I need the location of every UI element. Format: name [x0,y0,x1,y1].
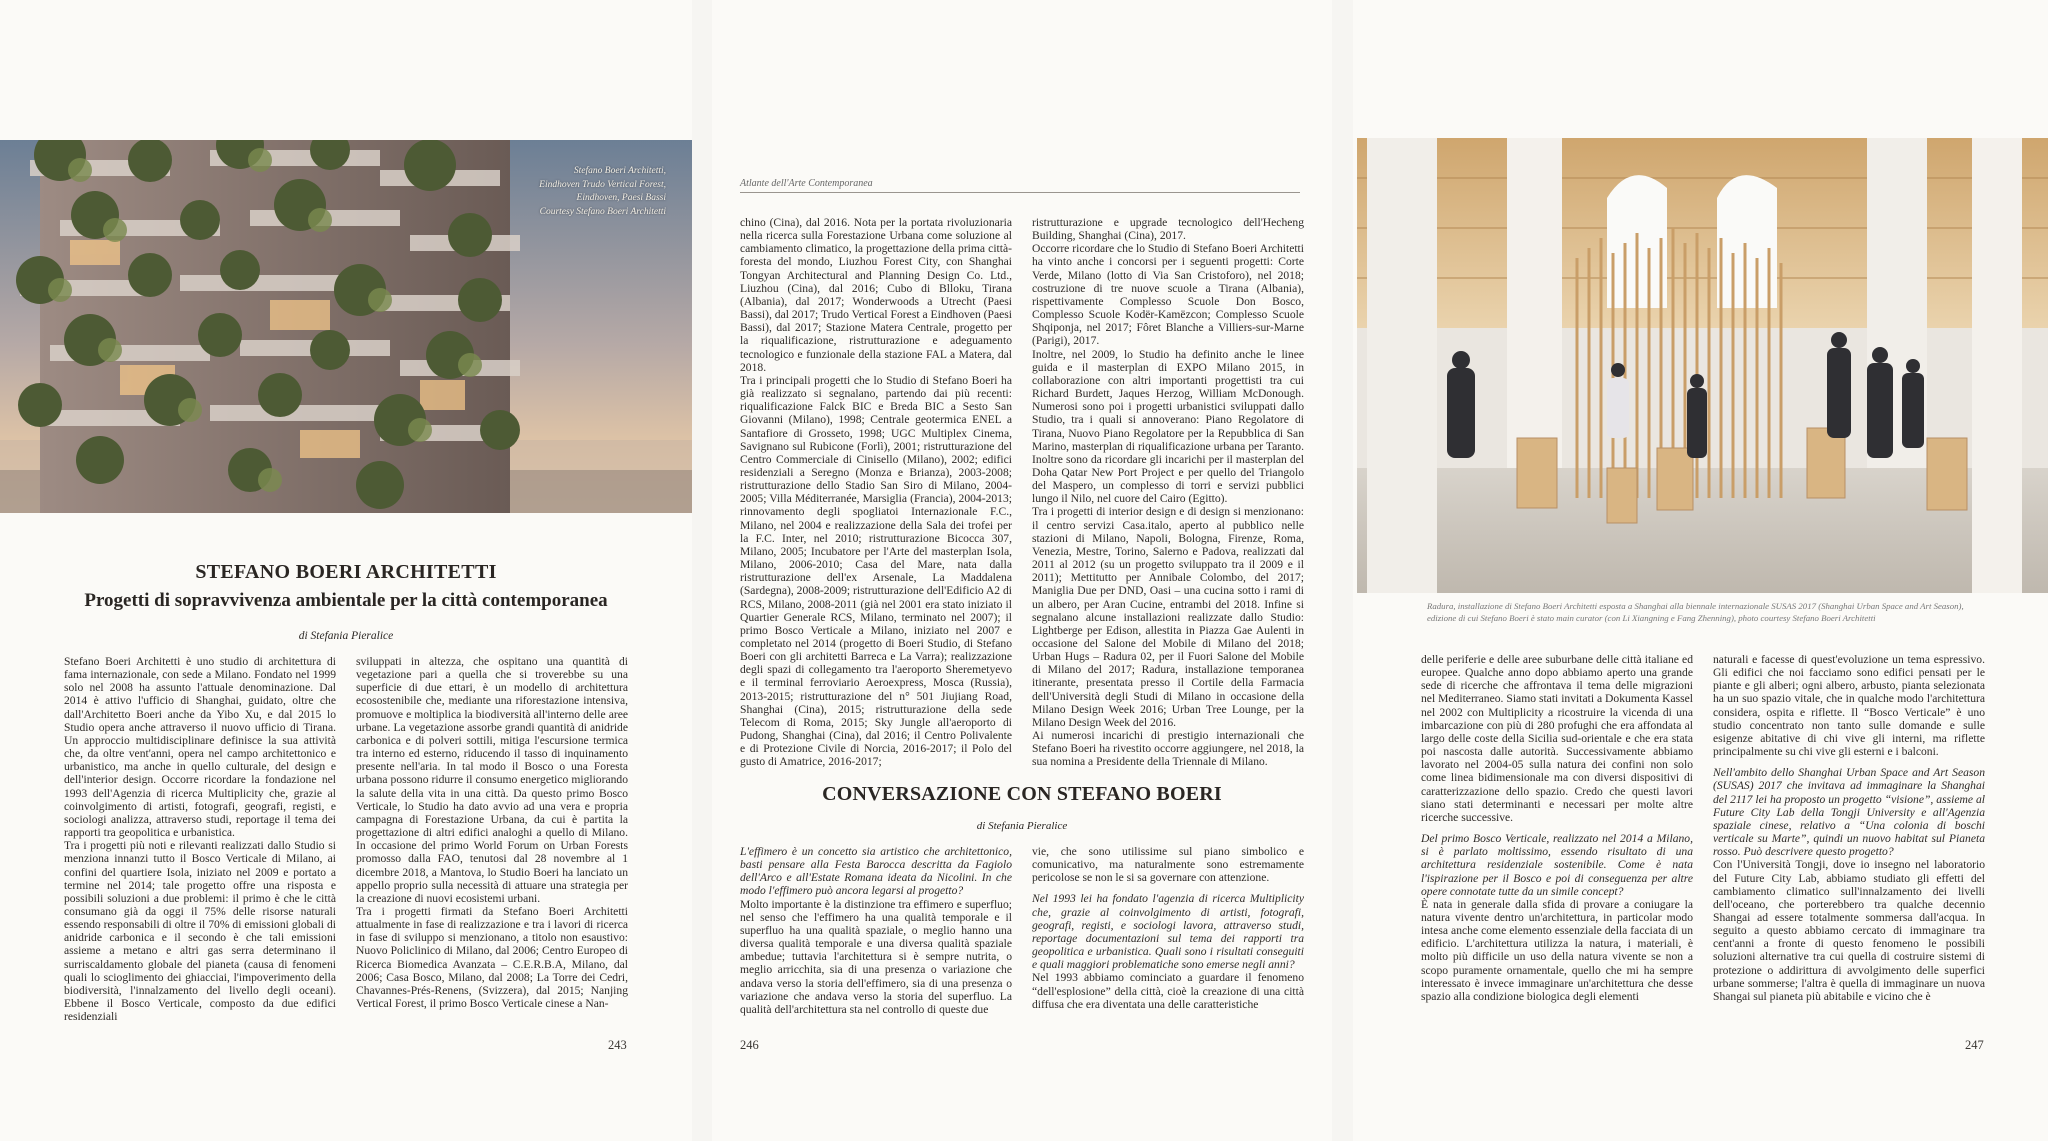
running-head: Atlante dell'Arte Contemporanea [740,178,1300,193]
image-caption [406,165,666,219]
paragraph: Occorre ricordare che lo Studio di Stefano Boeri Architetti ha vinto anche i concorsi per i seguenti progetti: Corte Verde, Milano (lotto di Via San Cristoforo), nel 2018; costruzione di tre nuove scuole a Tirana (Albania), rispettivamente Complesso Scuole Don Bosco, Complesso Scuole Kodër-Kamëzcon; Complesso Scuole Shqiponja, nel 2017; Fôret Blanche a Villiers-sur-Marne (Parigi), 2017. [1032,242,1304,348]
interview-answer: È nata in generale dalla sfida di provare a coniugare la natura vivente dentro un'architettura, in particolar modo intesa anche come elemento essenziale della facciata di un edificio. L'architettura utilizza la natura, i materiali, è molto più difficile un uso della natura vivente se non a scopo puramente ornamentale, quello che mi ha sempre interessato è invece immaginare un'architettura che desse spazio alla condizione biologica degli elementi [1421,897,1693,1003]
paragraph: Inoltre, nel 2009, lo Studio ha definito anche le linee guida e il masterplan di EXPO Milano 2015, in collaborazione con altri importanti progettisti tra cui Richard Burdett, Jaques Herzog, William McDonough. Numerosi sono poi i progetti urbanistici sviluppati dallo Studio, tra i quali si annoverano: Piano Regolatore di Tirana, Nuovo Piano Regolatore per la Repubblica di San Marino, masterplan di riqualificazione urbana per Taranto. Inoltre sono da ricordare gli incarichi per il masterplan del Doha Qatar New Port Project e per quello del Triangolo del Maspero, un complesso di torri e servizi pubblici lungo il Nilo, nel cuore del Cairo (Egitto). [1032,347,1304,506]
article-subtitle: Progetti di sopravvivenza ambientale per la città contemporanea [84,590,608,611]
image-caption-line: Courtesy Stefano Boeri Architetti [539,206,666,217]
article-title: STEFANO BOERI ARCHITETTI [195,561,497,583]
middle-page [712,0,1332,1141]
vertical-forest-photo [0,140,692,513]
paragraph: Ai numerosi incarichi di prestigio internazionali che Stefano Boeri ha rivestito occorre aggiungere, nel 2018, la sua nomina a Presidente della Triennale di Milano. [1032,729,1304,769]
paragraph: Stefano Boeri Architetti è uno studio di architettura di fama internazionale, con sede a Milano. Fondato nel 1999 solo nel 2008 ha assunto l'attuale denominazione. Dal 2014 è attivo l'ufficio di Shanghai, guidato, oltre che dall'Architetto Boeri anche da Yibo Xu, e dal 2015 lo Studio opera anche attraverso il nuovo ufficio di Tirana. Un approccio multidisciplinare definisce la sua attività che, da oltre vent'anni, opera nel campo architettonico e urbanistico, ma anche in quello culturale, del design e dell'interior design. Occorre ricordare la fondazione nel 1993 dell'Agenzia di ricerca Multiplicity che, grazie al coinvolgimento di artisti, fotografi, geografi, registi, e sociologi analizza, attraverso studi, reportage il tema dei rapporti tra geopolitica e urbanistica. [64,655,336,840]
radura-installation-illustration [1357,138,2048,593]
article-title-block [0,561,692,642]
interview-answer: Nel 1993 abbiamo cominciato a guardare il fenomeno “dell'esplosione” della città, cioè la creazione di una città diffusa che era diventata una delle caratteristiche [1032,971,1304,1011]
conversation-column-3 [1421,653,1693,1003]
right-page [1353,0,2048,1141]
article-byline: di Stefania Pieralice [298,630,394,642]
conversation-column-1 [740,845,1012,1016]
paragraph: ristrutturazione e upgrade tecnologico dell'Hecheng Building, Shanghai (Cina), 2017. [1032,216,1304,243]
paragraph: Tra i progetti firmati da Stefano Boeri Architetti attualmente in fase di realizzazione e tra i lavori di ricerca in fase di sviluppo si menzionano, a titolo non esaustivo: Nuovo Policlinico di Milano, dal 2006; Centro Europeo di Ricerca Biomedica Avanzata – C.E.R.B.A, Milano, dal 2006; Casa Bosco, Milano, dal 2008; La Torre dei Cedri, Chavannes-Prés-Renens, (Svizzera), dal 2015; Nanjing Vertical Forest, il primo Bosco Verticale cinese a Nan- [356,904,628,1011]
image-caption-line: Eindhoven Trudo Vertical Forest, [539,179,666,190]
section-byline: di Stefania Pieralice [976,820,1068,832]
interview-answer: Con l'Università Tongji, dove io insegno nel laboratorio del Future City Lab, abbiamo studiato gli effetti del cambiamento climatico sull'innalzamento dei livelli dell'oceano, che porterebbero tra qualche decennio Shangai ad essere totalmente sommersa dall'acqua. In seguito a questo abbiamo cercato di immaginare tra cent'anni a fronte di questo fenomeno le possibili soluzioni alternative tra cui quella di costruire sistemi di protezione o addirittura di avvolgimento delle superfici urbane sommerse; l'altra è quella di immaginare un nuova Shangai sul pianeta più abitabile e vicino che è [1713,858,1985,1003]
text-column-2 [1032,216,1304,769]
text-column-1 [740,216,1012,769]
interview-answer: vie, che sono utilissime sul piano simbolico e comunicativo, ma naturalmente sono estremamente pericolose se non le si sa governare con attenzione. [1032,845,1304,885]
paragraph: chino (Cina), dal 2016. Nota per la portata rivoluzionaria nella ricerca sulla Forestazione Urbana come soluzione al cambiamento climatico, la progettazione della prima città-foresta del mondo, Liuzhou Forest City, con Shanghai Tongyan Architectural and Planning Design Co. Ltd., Liuzhou (Cina), dal 2016; Cubo di Blloku, Tirana (Albania), dal 2017; Wonderwoods a Utrecht (Paesi Bassi), dal 2017; Trudo Vertical Forest a Eindhoven (Paesi Bassi), dal 2017; Stazione Matera Centrale, progetto per la riqualificazione, ristrutturazione e adeguamento tecnologico e funzionale della stazione FAL a Matera, dal 2018. [740,216,1012,374]
paragraph: sviluppati in altezza, che ospitano una quantità di vegetazione pari a quella che si troverebbe su una superficie di due ettari, è un modello di architettura ecosostenibile che, mediante una riforestazione intensiva, promuove e moltiplica la biodiversità all'interno delle aree urbane. La vegetazione assorbe grandi quantità di anidride carbonica e di polveri sottili, mitiga l'escursione termica tra interno ed esterno, riducendo il tasso di inquinamento presente nell'aria. In tal modo il Bosco o una Foresta urbana possono ridurre il consumo energetico migliorando la salute della vita in una città. Da questo primo Bosco Verticale, lo Studio ha dato avvio ad una vera e propria campagna di Forestazione Urbana, da cui è partita la progettazione di altri edifici analoghi a quello di Milano. In occasione del primo World Forum on Urban Forests promosso dalla FAO, tenutosi dal 28 novembre al 1 dicembre 2018, a Mantova, lo Studio Boeri ha lanciato un appello proprio sulla necessità di attuare una strategia per la creazione di nuovi ecosistemi urbani. [356,655,628,905]
interview-answer: delle periferie e delle aree suburbane delle città italiane ed europee. Qualche anno dopo abbiamo aperto una grande sede di ricerche che affrontava il tema delle migrazioni nel Mediterraneo. Siamo stati invitati a Dokumenta Kassel nel 2002 con Multiplicity a ricostruire la vicenda di una imbarcazione con più di 280 profughi che era affondata al largo delle coste della Sicilia sud-orientale e che era stata poi nascosta dalle autorità. Successivamente abbiamo lavorato nel 2004-05 sulla natura dei confini non solo come linea bidimensionale ma con diversi dispositivi di caratterizzazione dello spazio. Credo che questi lavori siano stati determinanti e necessari per molte altre ricerche successive. [1421,653,1693,824]
section-title: CONVERSAZIONE CON STEFANO BOERI [822,783,1222,805]
interview-question: Nel 1993 lei ha fondato l'agenzia di ricerca Multiplicity che, grazie al coinvolgimento di artisti, fotografi, geografi, registi, e sociologi lavora, attraverso studi, reportage documentazioni sul tema dei rapporti tra geopolitica e urbanistica. Quali sono i risultati conseguiti e quali maggiori problematiche sono emerse negli anni? [1032,892,1304,972]
photo-caption-line: edizione di cui Stefano Boeri è stato main curator (con Li Xiangning e Fang Zhenning), photo courtesy Stefano Boeri Architetti [1427,613,1876,623]
paragraph: Tra i progetti più noti e rilevanti realizzati dallo Studio si menziona innanzi tutto il Bosco Verticale di Milano, ai confini del quartiere Isola, iniziato nel 2009 e portato a termine nel 2014; tale progetto offre una risposta e possibili soluzioni a due problemi: il primo è che le città consumano già da oggi il 75% delle risorse naturali essendo responsabili di oltre il 70% di emissioni globali di anidride carbonica e il secondo è che tali emissioni assieme a metano e altri gas serra determinano il surriscaldamento globale del pianeta (causa di fenomeni quali lo scioglimento dei ghiacciai, l'impoverimento della biodiversità, l'innalzamento del livello degli oceani). Ebbene il Bosco Verticale, composto da due edifici residenziali [64,839,336,1024]
conversation-column-4 [1713,653,1985,1003]
interview-answer: Molto importante è la distinzione tra effimero e superfluo; nel senso che l'effimero ha una qualità temporale e il superfluo ha una qualità spaziale, o meglio hanno una diversa qualità temporale e una diversa qualità spaziale ambedue; tuttavia l'architettura si è sempre nutrita, o meglio arricchita, sia di una presenza o variazione che andava verso la storia dell'effimero, sia di una presenza o variazione che andava verso la storia del superfluo. La qualità dell'architettura sta nel controllo di queste due [740,897,1012,1016]
page-number: 243 [608,1038,627,1052]
photo-caption-line: Radura, installazione di Stefano Boeri Architetti esposta a Shanghai alla biennale internazionale SUSAS 2017 (Shanghai Urban Space and Art Season), [1427,601,1964,611]
paragraph: Tra i progetti di interior design e di design si menzionano: il centro servizi Casa.italo, aperto al pubblico nelle stazioni di Milano, Napoli, Bologna, Firenze, Roma, Venezia, Mestre, Torino, Salerno e Padova, realizzati dal 2011 al 2012 (su un progetto sviluppato tra il 2009 e il 2011); Mettitutto per Annibale Colombo, del 2017; Maniglia Due per DND, Oasi – una cucina sotto i rami di un albero, per Aran Cucine, entrambi del 2018. Infine si segnalano alcune installazioni realizzate dallo Studio: Lightberge per Edison, allestita in Piazza Gae Aulenti in occasione del Salone del Mobile di Milano del 2018; Urban Hugs – Radura 02, per il Fuori Salone del Mobile di Milano del 2017; Radura, installazione temporanea itinerante, presentata presso il Cortile della Farmacia dell'Università degli Studi di Milano in occasione della Milano Design Week 2016; Urban Tree Lounge, per la Milano Design Week del 2016. [1032,505,1304,729]
conversation-column-2 [1032,845,1304,1011]
radura-installation-photo [1357,138,2048,593]
image-caption-line: Eindhoven, Paesi Bassi [576,193,666,203]
interview-question: L'effimero è un concetto sia artistico che architettonico, basti pensare alla Festa Barocca descritta da Fagiolo dell'Arco e all'Estate Romana ideata da Nicolini. In che modo l'effimero può ancora legarsi al progetto? [740,845,1012,898]
text-column-1 [64,655,336,1023]
photo-caption [1427,600,2017,624]
interview-question: Nell'ambito dello Shanghai Urban Space and Art Season (SUSAS) 2017 che invitava ad immaginare la Shanghai del 2117 lei ha proposto un progetto “visione”, assieme al Future City Lab della Tongji University e all'Agenzia spaziale cinese, relativo a “Una colonia di boschi verticale su Marte”, quindi un nuovo habitat sul Pianeta rosso. Può descrivere questo progetto? [1713,766,1985,859]
interview-answer: naturali e facesse di quest'evoluzione un tema espressivo. Gli edifici che noi facciamo sono edifici pensati per le piante e gli alberi; ogni albero, arbusto, pianta selezionata ha un suo spazio vitale, che in qualche modo l'architettura considera, ospita e riflette. Il “Bosco Verticale” è uno studio concentrato non tanto sulle domande e sulle esigenze abitative di chi vive gli interni, ma riflette principalmente su chi vive gli esterni e i balconi. [1713,653,1985,759]
page-number: 246 [740,1038,759,1052]
interview-question: Del primo Bosco Verticale, realizzato nel 2014 a Milano, si è parlato moltissimo, essendo risultato di una architettura residenziale sostenibile. Come è nata l'ispirazione per il Bosco e poi di conseguenza per altre opere connotate tutte da un simile concept? [1421,832,1693,898]
paragraph: Tra i principali progetti che lo Studio di Stefano Boeri ha già realizzato si segnalano, partendo dai più recenti: riqualificazione Falck BIC e Breda BIC a Sesto San Giovanni (Milano), 1998; Centrale geotermica ENEL a Santafiore di Grosseto, 1998; UGC Multiplex Cinema, Savignano sul Rubicone (Forlì), 2001; ristrutturazione del Centro Commerciale di Cinisello (Milano), 2002; edifici residenziali a Seregno (Monza e Brianza), 2003-2008; ristrutturazione dello Stadio San Siro di Milano, 2004-2005; Villa Méditerranée, Marsiglia (Francia), 2004-2013; rinnovamento degli spogliatoi Internazionale F.C., Milano, nel 2004 e realizzazione della Sala dei trofei per la F.C. Inter, nel 2010; ristrutturazione Bicocca 307, Milano, 2005; Incubatore per l'Arte del masterplan Isola, Milano, 2006-2010; Casa del Mare, nata dalla ristrutturazione dell'ex Arsenale, La Maddalena (Sardegna), 2008-2009; ristrutturazione dell'Edificio A2 di RCS, Milano, 2008-2011 (già nel 2001 era stato iniziato il Quartier Generale RCS, Milano, terminato nel 2007); il primo Bosco Verticale a Milano, iniziato nel 2007 e completato nel 2014 (progetto di Boeri Studio, di Stefano Boeri con gli architetti Barreca e La Varra); realizzazione degli spazi di collegamento tra l'aeroporto Sheremetyevo e il terminal ferroviario Aeroexpress, Mosca (Russia), 2013-2015; ristrutturazione del n° 501 Jiujiang Road, Shanghai (Cina), 2015; ristrutturazione della sede Telecom di Roma, 2015; Sky Jungle all'aeroporto di Pudong, Shanghai (Cina), dal 2016; il Centro Polivalente e di Protezione Civile di Norcia, 2016-2017; il Polo del gusto di Amatrice, 2016-2017; [740,373,1012,769]
left-page [0,0,692,1141]
image-caption-line: Stefano Boeri Architetti, [573,166,666,176]
page-number: 247 [1965,1038,1984,1052]
text-column-2 [356,655,628,1010]
